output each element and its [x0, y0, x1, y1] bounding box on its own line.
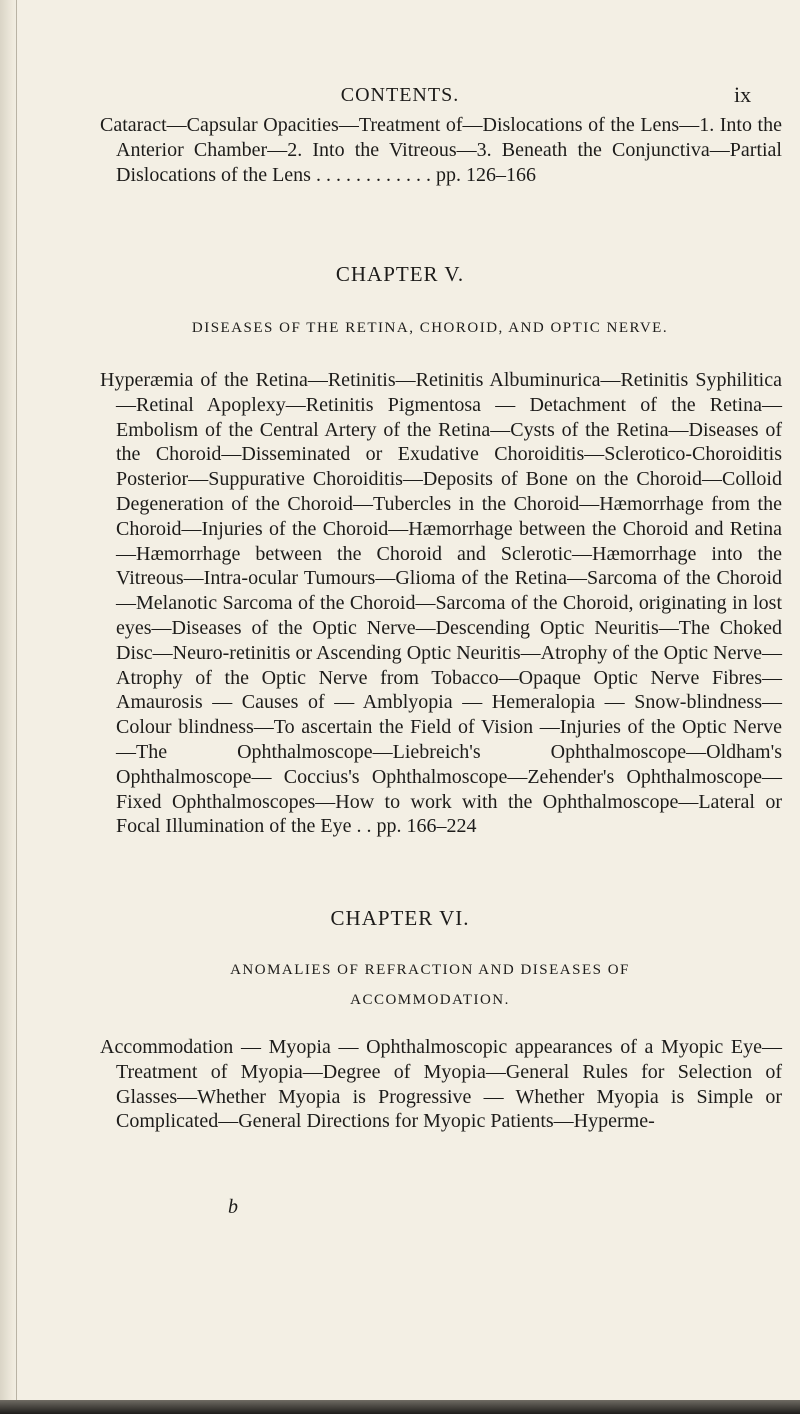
- intro-entry-text: Cataract—Capsular Opacities—Treatment of—Dislocations of the Lens—1. Into the Anterior Chamber—2. Into the Vitreous—3. Beneath the Conjunctiva—Partial Dislocations of the Lens . . . . . . . . . . . .: [100, 114, 782, 186]
- chapter-5-subtitle: DISEASES OF THE RETINA, CHOROID, AND OPTIC NERVE.: [191, 320, 669, 336]
- intro-entry: [100, 113, 782, 187]
- chapter-6-subtitle-line2: ACCOMMODATION.: [350, 992, 510, 1008]
- running-head: CONTENTS.: [340, 84, 460, 106]
- chapter-5-contents: [100, 368, 782, 839]
- binding-edge: [16, 0, 17, 1414]
- chapter-6-contents: [100, 1035, 782, 1134]
- signature-mark: b: [228, 1196, 238, 1218]
- chapter-5-pages: pp. 166–224: [376, 815, 477, 838]
- chapter-5-contents-text: Hyperæmia of the Retina—Retinitis—Retinitis Albuminurica—Retinitis Syphilitica—Retinal Apoplexy—Retinitis Pigmentosa — Detachment of the Retina—Embolism of the Central Artery of the Retina—Cysts of the Retina—Diseases of the Choroid—Disseminated or Exudative Choroiditis—Sclerotico-Choroiditis Posterior—Suppurative Choroiditis—Deposits of Bone on the Choroid—Colloid Degeneration of the Choroid—Tubercles in the Choroid—Hæmorrhage from the Choroid—Injuries of the Choroid—Hæmorrhage between the Choroid and Retina—Hæmorrhage between the Choroid and Sclerotic—Hæmorrhage into the Vitreous—Intra-ocular Tumours—Glioma of the Retina—Sarcoma of the Choroid—Melanotic Sarcoma of the Choroid—Sarcoma of the Choroid, originating in lost eyes—Diseases of the Optic Nerve—Descending Optic Neuritis—The Choked Disc—Neuro-retinitis or Ascending Optic Neuritis—Atrophy of the Optic Nerve—Atrophy of the Optic Nerve from Tobacco—Opaque Optic Nerve Fibres—Amaurosis — Causes of — Amblyopia — Hemeralopia — Snow-blindness—Colour blindness—To ascertain the Field of Vision —Injuries of the Optic Nerve—The Ophthalmoscope—Liebreich's Ophthalmoscope—Oldham's Ophthalmoscope— Coccius's Ophthalmoscope—Zehender's Ophthalmoscope—Fixed Ophthalmoscopes—How to work with the Ophthalmoscope—Lateral or Focal Illumination of the Eye . .: [100, 369, 782, 838]
- page-bottom-edge: [0, 1400, 800, 1414]
- intro-entry-pages: pp. 126–166: [435, 163, 536, 186]
- chapter-6-contents-text: Accommodation — Myopia — Ophthalmoscopic appearances of a Myopic Eye—Treatment of Myopia—Degree of Myopia—General Rules for Selection of Glasses—Whether Myopia is Progressive — Whether Myopia is Simple or Complicated—General Directions for Myopic Patients—Hyperme-: [100, 1036, 782, 1133]
- chapter-5-heading: CHAPTER V.: [335, 262, 465, 286]
- page-number: ix: [734, 82, 752, 107]
- chapter-6-subtitle-line1: ANOMALIES OF REFRACTION AND DISEASES OF: [230, 962, 630, 978]
- chapter-6-heading: CHAPTER VI.: [330, 906, 470, 930]
